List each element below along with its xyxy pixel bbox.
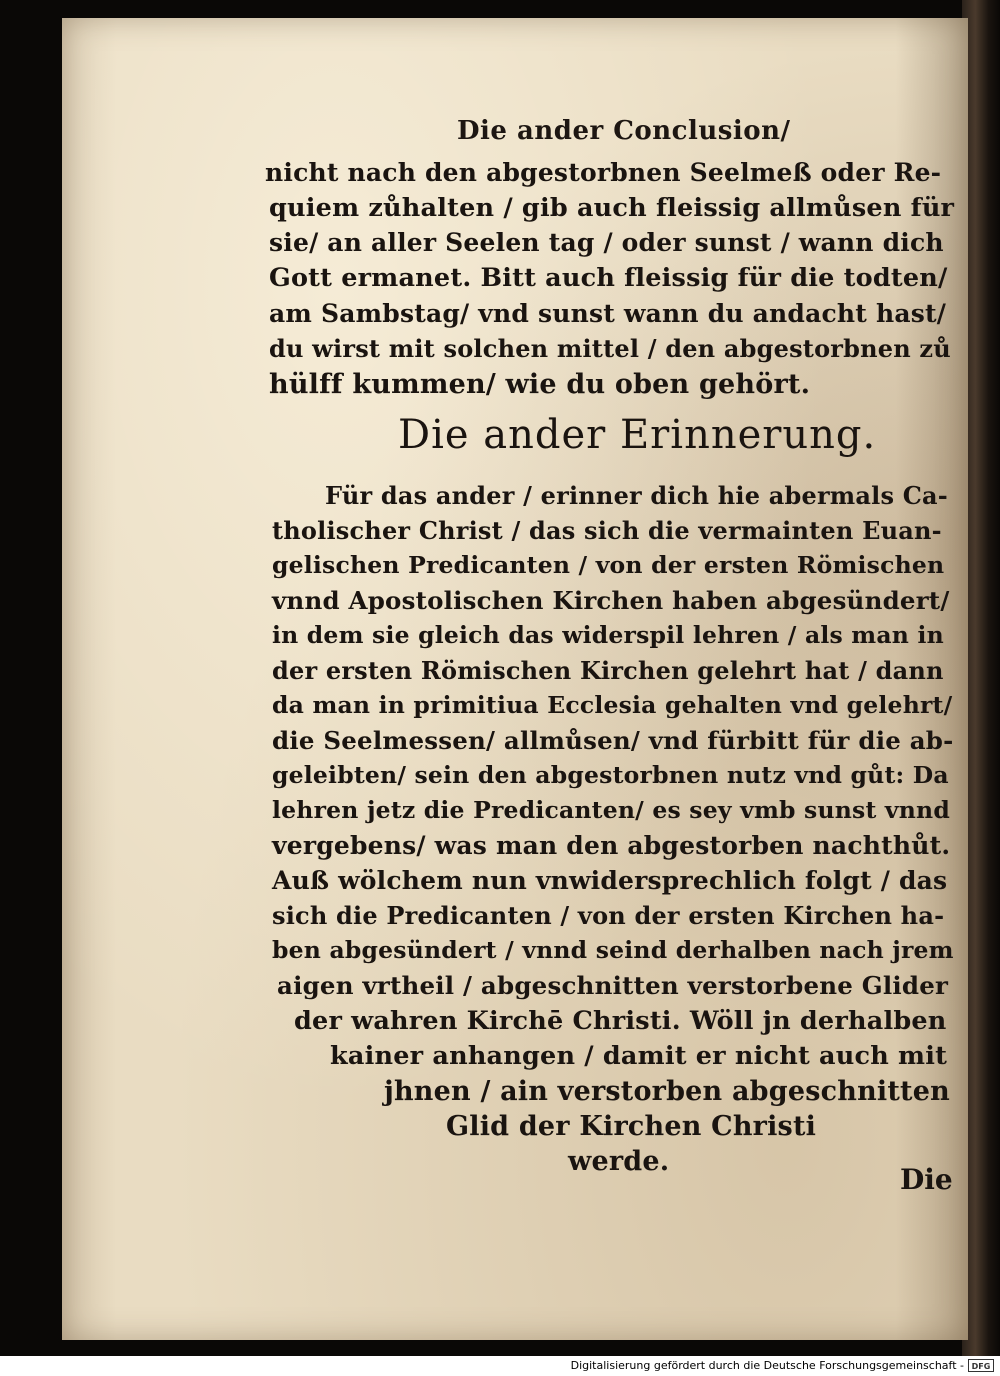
text-line: in dem sie gleich das widerspil lehren / als man in [272,621,944,649]
text-line: Für das ander / erinner dich hie abermals Ca- [325,481,948,510]
dfg-logo: DFG [968,1359,994,1372]
running-head: Die ander Conclusion/ [457,116,791,146]
text-line: ben abgesündert / vnnd seind derhalben nach jrem [272,936,954,964]
text-line: die Seelmessen/ allmůsen/ vnd fürbitt für die ab- [272,726,954,755]
text-line: am Sambstag/ vnd sunst wann du andacht hast/ [269,299,947,328]
text-line: nicht nach den abgestorbnen Seelmeß oder Re- [265,158,942,187]
catchword: Die [900,1163,953,1196]
text-line: werde. [568,1146,670,1177]
text-line: Auß wölchem nun vnwidersprechlich folgt / das [272,866,948,895]
text-line: vergebens/ was man den abgestorben nachthůt. [272,831,951,860]
text-line: du wirst mit solchen mittel / den abgestorbnen zů [269,334,951,363]
text-line: aigen vrtheil / abgeschnitten verstorbene Glider [277,971,949,1000]
text-line: geleibten/ sein den abgestorbnen nutz vnd gůt: Da [272,761,949,789]
text-line: quiem zůhalten / gib auch fleissig allmůsen für [269,193,955,223]
text-line: hülff kummen/ wie du oben gehört. [269,369,811,400]
text-line: da man in primitiua Ecclesia gehalten vnd gelehrt/ [272,691,953,719]
text-line: lehren jetz die Predicanten/ es sey vmb sunst vnnd [272,796,950,824]
text-line: Glid der Kirchen Christi [446,1111,817,1142]
text-line: vnnd Apostolischen Kirchen haben abgesündert/ [272,586,950,615]
text-line: Gott ermanet. Bitt auch fleissig für die todten/ [269,263,948,293]
funding-notice: Digitalisierung gefördert durch die Deutsche Forschungsgemeinschaft - [570,1359,964,1372]
text-line: sie/ an aller Seelen tag / oder sunst / wann dich [269,228,944,257]
text-line: gelischen Predicanten / von der ersten Römischen [272,551,945,579]
text-line: sich die Predicanten / von der ersten Kirchen ha- [272,901,945,930]
text-line: der wahren Kirchē Christi. Wöll jn derhalben [294,1006,947,1036]
section-heading: Die ander Erinnerung. [398,412,877,458]
text-line: der ersten Römischen Kirchen gelehrt hat / dann [272,656,944,685]
text-line: kainer anhangen / damit er nicht auch mit [330,1041,948,1071]
text-line: tholischer Christ / das sich die vermainten Euan- [272,516,942,545]
book-page [62,18,968,1340]
text-line: jhnen / ain verstorben abgeschnitten [384,1076,950,1107]
